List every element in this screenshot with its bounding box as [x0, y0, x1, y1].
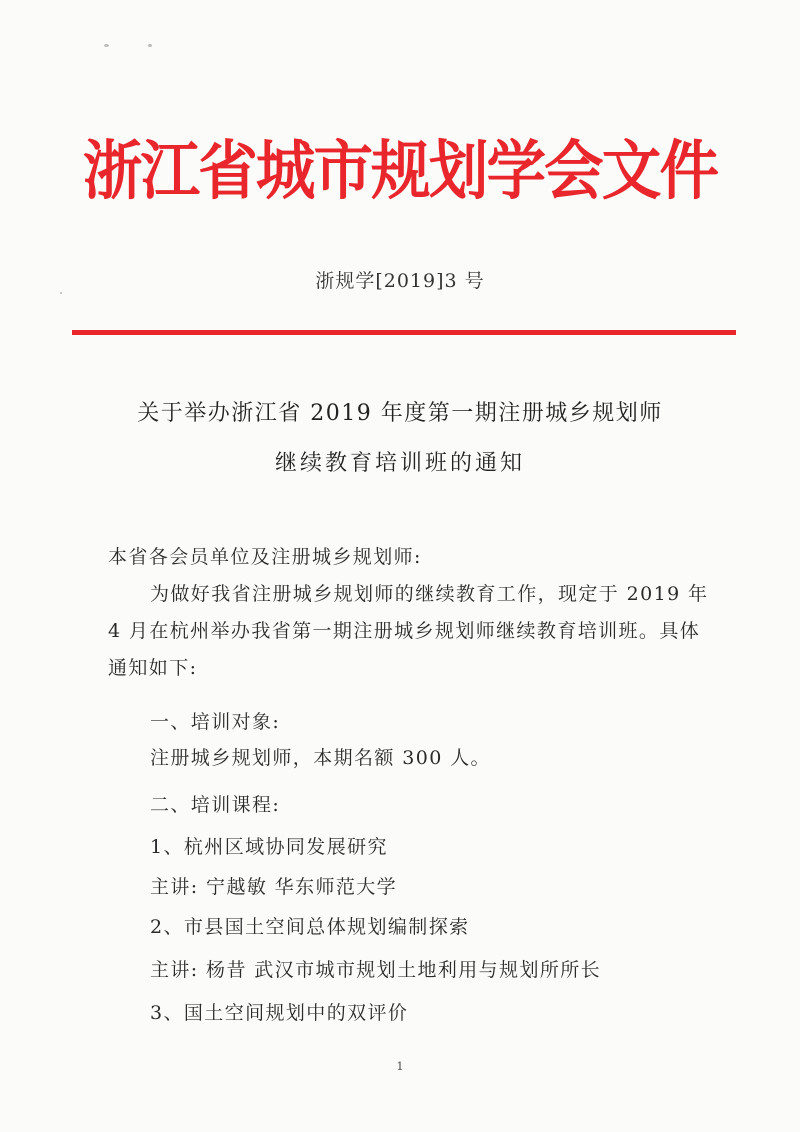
notice-title-line-1: 关于举办浙江省 2019 年度第一期注册城乡规划师	[137, 401, 663, 426]
page-number: 1	[396, 1060, 404, 1073]
scan-speck	[148, 44, 152, 47]
masthead-title: 浙江省城市规划学会文件	[82, 134, 718, 209]
document-number: 浙规学[2019]3 号	[315, 270, 485, 292]
salutation: 本省各会员单位及注册城乡规划师:	[108, 546, 422, 568]
course-speaker: 主讲: 杨昔 武汉市城市规划土地利用与规划所所长	[150, 959, 602, 981]
course-speaker: 主讲: 宁越敏 华东师范大学	[150, 876, 398, 898]
notice-title-line-2: 继续教育培训班的通知	[274, 451, 525, 476]
paragraph-line: 为做好我省注册城乡规划师的继续教育工作，现定于 2019 年	[150, 583, 709, 605]
course-title: 1、杭州区域协同发展研究	[150, 836, 388, 858]
section-heading-courses: 二、培训课程:	[150, 794, 281, 816]
course-title: 2、市县国土空间总体规划编制探索	[150, 916, 470, 938]
training-target-text: 注册城乡规划师，本期名额 300 人。	[150, 747, 491, 769]
section-heading-training-target: 一、培训对象:	[150, 711, 281, 733]
course-title: 3、国土空间规划中的双评价	[150, 1002, 409, 1024]
red-divider-rule	[72, 330, 736, 335]
scan-speck	[104, 44, 109, 47]
paragraph-line: 通知如下:	[108, 657, 198, 679]
paragraph-line: 4 月在杭州举办我省第一期注册城乡规划师继续教育培训班。具体	[108, 620, 701, 642]
